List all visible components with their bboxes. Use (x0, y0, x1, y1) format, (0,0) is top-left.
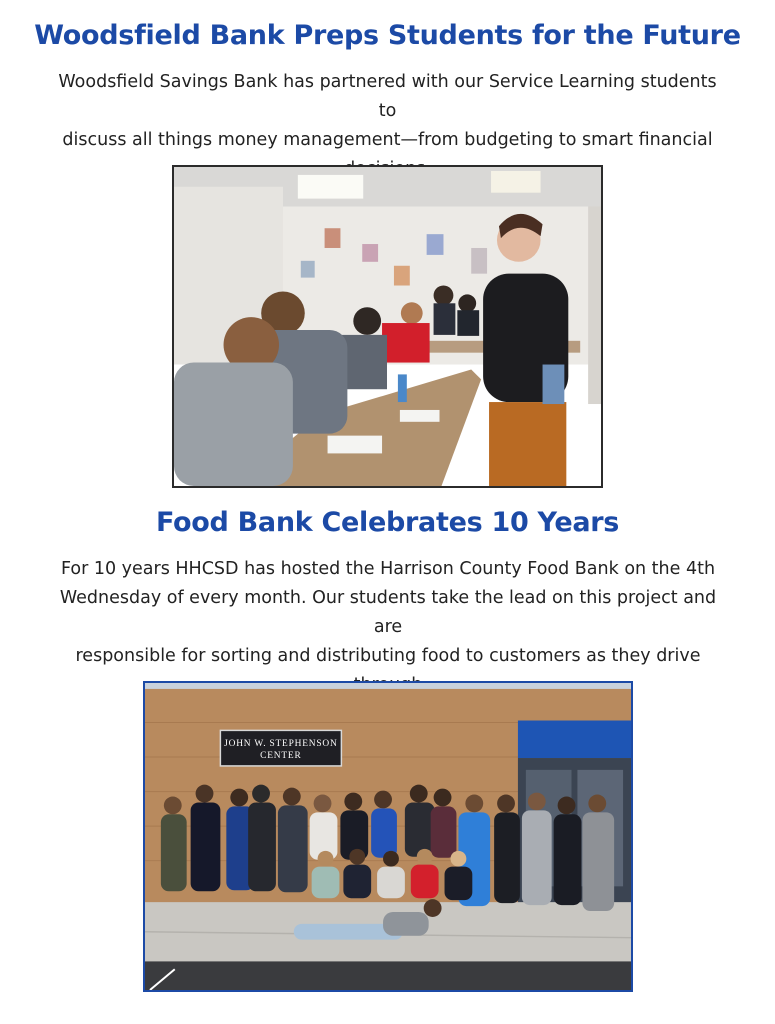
article-2-line: For 10 years HHCSD has hosted the Harrison County Food Bank on the 4th (60, 559, 716, 579)
classroom-photo (172, 165, 603, 488)
classroom-scene (174, 167, 601, 486)
article-2-line: Wednesday of every month. Our students take the lead on this project and are (59, 588, 717, 637)
building-sign-line-1: John W. Stephenson (224, 739, 338, 750)
article-2-headline: Food Bank Celebrates 10 Years (155, 507, 620, 538)
food-bank-group-photo (143, 681, 633, 992)
building-sign-line-2: Center (260, 751, 302, 762)
article-1-line: discuss all things money management—from budgeting to smart financial (62, 130, 713, 150)
group-scene (145, 683, 631, 990)
article-1-line: Woodsfield Savings Bank has partnered with our Service Learning students to (58, 72, 717, 121)
article-2-line: responsible for sorting and distributing food to customers as they drive (75, 646, 701, 666)
article-1-headline: Woodsfield Bank Preps Students for the Future (34, 20, 741, 51)
